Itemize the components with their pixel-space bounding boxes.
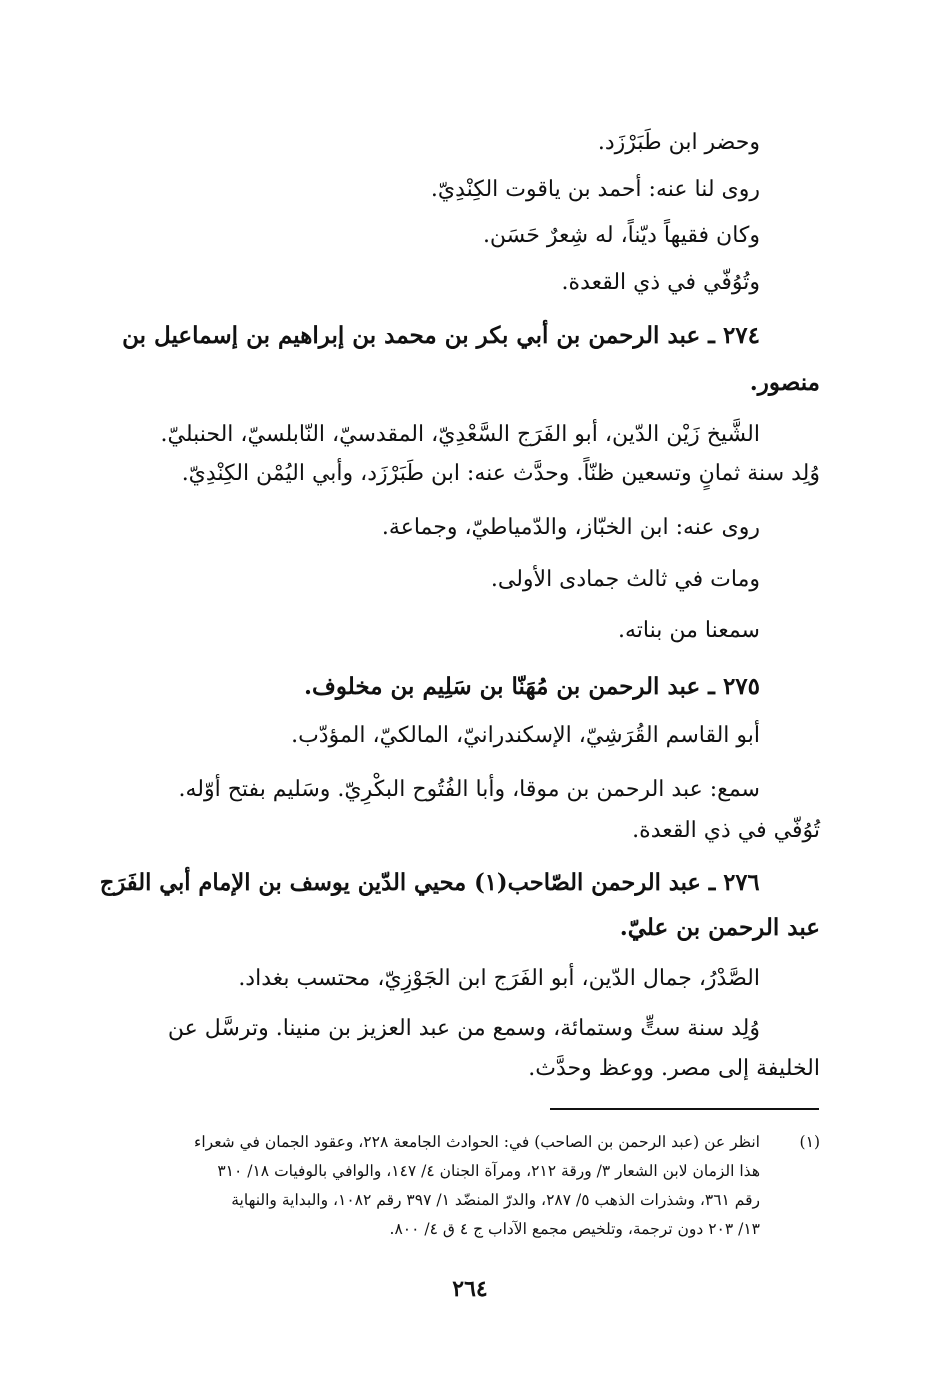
- text-line: روى لنا عنه: أحمد بن ياقوت الكِنْدِيّ.: [430, 177, 760, 202]
- entry-heading-276: ٢٧٦ ـ عبد الرحمن الصّاحب(١) محيي الدّين يوسف بن الإمام أبي الفَرَج: [100, 869, 760, 896]
- footnote-line: ١٣/ ٢٠٣ دون ترجمة، وتلخيص مجمع الآداب ج ٤ ق ٤/ ٨٠٠.: [389, 1220, 760, 1238]
- text-line: تُوُفّي في ذي القعدة.: [632, 818, 820, 843]
- text-line: الصَّدْرُ، جمال الدّين، أبو الفَرَج ابن الجَوْزِيّ، محتسب بغداد.: [238, 966, 760, 991]
- text-line: وحضر ابن طَبَرْزَد.: [597, 130, 760, 155]
- footnote-line: هذا الزمان لابن الشعار ٣/ ورقة ٢١٢، ومرآة الجنان ٤/ ١٤٧، والوافي بالوفيات ١٨/ ٣١٠: [217, 1162, 760, 1180]
- text-line: سمع: عبد الرحمن بن موقا، وأبا الفُتُوح البكْرِيّ. وسَليم بفتح أوّله.: [178, 777, 760, 802]
- text-line: روى عنه: ابن الخبّاز، والدّمياطيّ، وجماعة.: [381, 515, 760, 540]
- text-line: الشَّيخ زَيْن الدّين، أبو الفَرَج السَّعْدِيّ، المقدسيّ، النّابلسيّ، الحنبليّ.: [160, 422, 760, 447]
- footnote-line: رقم ٣٦١، وشذرات الذهب ٥/ ٢٨٧، والدرّ المنضّد ١/ ٣٩٧ رقم ١٠٨٢، والبداية والنهاية: [231, 1191, 760, 1209]
- footnote-divider: [550, 1108, 819, 1110]
- text-line: أبو القاسم القُرَشِيّ، الإسكندرانيّ، المالكيّ، المؤدّب.: [291, 723, 760, 748]
- footnote-marker: (١): [799, 1133, 820, 1151]
- entry-heading-274-cont: منصور.: [749, 369, 820, 396]
- text-line: سمعنا من بناته.: [617, 618, 760, 643]
- text-line: وُلِد سنة ثمانٍ وتسعين ظنّاً. وحدَّث عنه: ابن طَبَرْزَد، وأبي اليُمْن الكِنْدِيّ.: [181, 461, 820, 486]
- text-line: الخليفة إلى مصر. ووعظ وحدَّث.: [528, 1056, 820, 1081]
- entry-heading-276-cont: عبد الرحمن بن عليّ.: [619, 914, 820, 941]
- entry-heading-274: ٢٧٤ ـ عبد الرحمن بن أبي بكر بن محمد بن إبراهيم بن إسماعيل بن: [122, 322, 760, 349]
- text-line: وكان فقيهاً ديّناً، له شِعرٌ حَسَن.: [482, 223, 760, 248]
- text-line: وُلِد سنة ستٍّ وستمائة، وسمع من عبد العزيز بن منينا. وترسَّل عن: [167, 1016, 760, 1041]
- text-line: ومات في ثالث جمادى الأولى.: [490, 567, 760, 592]
- text-line: وتُوُفّي في ذي القعدة.: [561, 270, 760, 295]
- entry-heading-275: ٢٧٥ ـ عبد الرحمن بن مُهَنّا بن سَلِيم بن مخلوف.: [304, 673, 760, 700]
- page-number: ٢٦٤: [452, 1276, 488, 1302]
- footnote-line: انظر عن (عبد الرحمن بن الصاحب) في: الحوادث الجامعة ٢٢٨، وعقود الجمان في شعراء: [194, 1133, 760, 1151]
